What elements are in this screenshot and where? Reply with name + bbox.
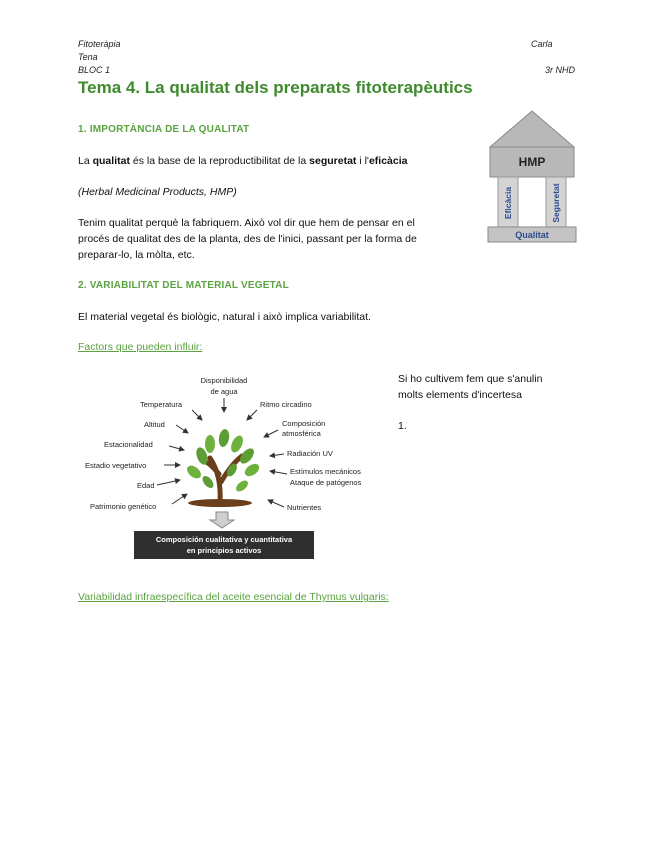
factor-composicion-2: atmosférica	[282, 429, 321, 438]
hmp-temple-diagram	[486, 107, 578, 247]
factor-nutrientes: Nutrientes	[287, 503, 322, 512]
link-thymus[interactable]: Variabilidad infraespecífica del aceite esencial de Thymus vulgaris:	[78, 591, 389, 603]
arrow-estacionalidad	[169, 446, 184, 450]
arrow-temperatura	[192, 410, 202, 420]
arrow-composicion	[264, 430, 278, 437]
arrow-radiacion	[270, 454, 284, 456]
header-topic: Tena	[78, 52, 98, 62]
side-number: 1.	[398, 420, 407, 432]
header-bloc: BLOC 1	[78, 65, 111, 75]
factor-estacionalidad: Estacionalidad	[104, 440, 153, 449]
arrow-ritmo	[247, 410, 257, 420]
factor-patrimonio: Patrimonio genético	[90, 502, 157, 511]
down-arrow-icon	[210, 512, 234, 528]
factors-tree-diagram	[82, 370, 382, 562]
arrow-estimulos	[270, 471, 287, 474]
arrow-nutrientes	[268, 500, 284, 507]
factor-composicion-1: Composición	[282, 419, 326, 428]
factor-ataque: Ataque de patógenos	[290, 478, 362, 487]
arrow-altitud	[176, 425, 188, 433]
page-title: Tema 4. La qualitat dels preparats fitoterapèutics	[78, 78, 473, 97]
factor-estimulos: Estímulos mecánicos	[290, 467, 361, 476]
tree-icon	[185, 428, 262, 507]
factor-disponibilidad-2: de agua	[210, 387, 238, 396]
paragraph-hmp: (Herbal Medicinal Products, HMP)	[78, 186, 237, 198]
factor-altitud: Altitud	[144, 420, 165, 429]
section-heading-2: 2. VARIABILITAT DEL MATERIAL VEGETAL	[78, 280, 289, 291]
result-box-line-2: en principios activos	[186, 546, 262, 555]
result-box-line-1: Composición cualitativa y cuantitativa	[155, 535, 293, 544]
paragraph-qualitat: La qualitat és la base de la reproductibilitat de la seguretat i l'eficàcia	[78, 155, 408, 167]
factor-disponibilidad-1: Disponibilidad	[200, 376, 248, 385]
header-course: 3r NHD	[545, 65, 576, 75]
left-pillar-label: Eficàcia	[503, 186, 513, 220]
paragraph-fabriquem: Tenim qualitat perquè la fabriquem. Això vol dir que hem de pensar en el procés de qualitat des de la planta, des de l'inici, passant per la forma de preparar-lo, la mòlta, etc.	[78, 217, 417, 261]
side-note: Si ho cultivem fem que s'anulin molts elements d'incertesa	[398, 373, 543, 401]
temple-roof	[490, 111, 574, 147]
arrow-patrimonio	[172, 494, 187, 504]
header-subject: Fitoteràpia	[78, 39, 121, 49]
factor-estadio: Estadio vegetativo	[85, 461, 147, 470]
paragraph-variabilitat: El material vegetal és biològic, natural i això implica variabilitat.	[78, 311, 371, 323]
temple-base-label: Qualitat	[515, 230, 549, 240]
factor-ritmo: Ritmo circadino	[260, 400, 312, 409]
right-pillar-label: Seguretat	[551, 183, 561, 223]
factor-radiacion: Radiación UV	[287, 449, 333, 458]
link-factors[interactable]: Factors que pueden influir:	[78, 341, 203, 353]
arrow-edad	[157, 480, 180, 485]
temple-roof-label: HMP	[518, 155, 546, 169]
factor-edad: Edad	[137, 481, 155, 490]
header-author: Carla	[531, 39, 553, 49]
factor-temperatura: Temperatura	[140, 400, 183, 409]
section-heading-1: 1. IMPORTÀNCIA DE LA QUALITAT	[78, 124, 250, 135]
